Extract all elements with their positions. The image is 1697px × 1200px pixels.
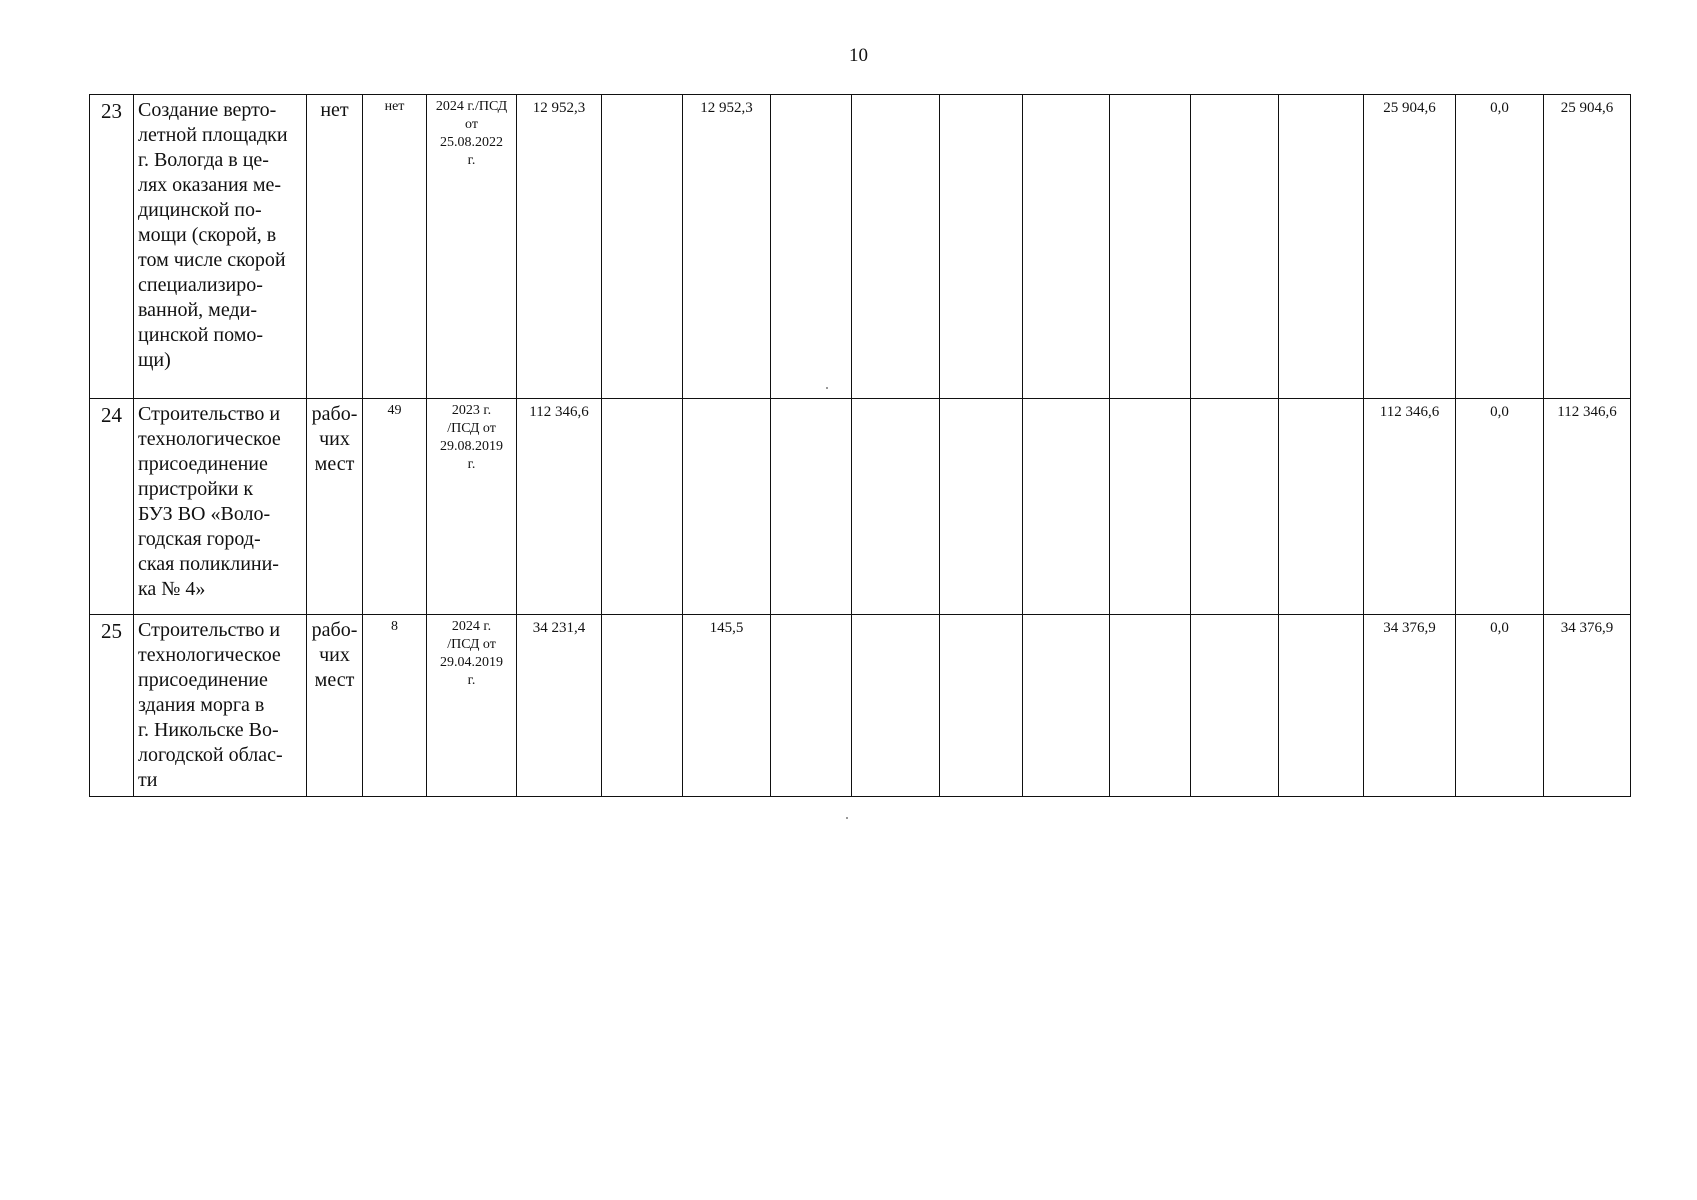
- value-cell: [1279, 95, 1364, 399]
- capacity-cell: нет: [363, 95, 427, 399]
- object-name: Строительство и технологическое присоединение пристройки к БУЗ ВО «Воло- годская город- ская поликлини- ка № 4»: [134, 399, 307, 615]
- table-row: [90, 95, 1631, 399]
- value-cell: 112 346,6: [517, 399, 602, 615]
- value-cell: 12 952,3: [517, 95, 602, 399]
- row-number: 25: [90, 615, 134, 797]
- value-cell: [1110, 615, 1191, 797]
- value-cell: [602, 95, 683, 399]
- zero-cell: 0,0: [1456, 399, 1544, 615]
- value-cell: [683, 399, 771, 615]
- value-cell: [602, 615, 683, 797]
- value-cell: [1191, 95, 1279, 399]
- table-row: [90, 615, 1631, 797]
- value-cell: [1191, 399, 1279, 615]
- total-cell: 25 904,6: [1364, 95, 1456, 399]
- object-name: Строительство и технологическое присоединение здания морга в г. Никольске Во- логодской облас- ти: [134, 615, 307, 797]
- value-cell: 145,5: [683, 615, 771, 797]
- total-cell: 34 376,9: [1364, 615, 1456, 797]
- page-number: 10: [849, 45, 868, 66]
- value-cell: [1023, 399, 1110, 615]
- object-name: Создание верто- летной площадки г. Вологда в це- лях оказания ме- дицинской по- мощи (скорой, в том числе скорой специализиро- ванной, меди- цинской помо- щи): [134, 95, 307, 399]
- value-cell: [771, 95, 852, 399]
- scan-speck: [826, 387, 828, 389]
- value-cell: [940, 95, 1023, 399]
- capacity-cell: 8: [363, 615, 427, 797]
- capacity-cell: 49: [363, 399, 427, 615]
- value-cell: 34 231,4: [517, 615, 602, 797]
- value-cell: [1110, 399, 1191, 615]
- year-psd-cell: 2024 г./ПСД от 25.08.2022 г.: [427, 95, 517, 399]
- total2-cell: 25 904,6: [1544, 95, 1631, 399]
- value-cell: [852, 95, 940, 399]
- objects-table: [89, 94, 1631, 797]
- value-cell: [1110, 95, 1191, 399]
- scan-speck: [846, 817, 848, 819]
- value-cell: [1279, 399, 1364, 615]
- row-number: 23: [90, 95, 134, 399]
- unit-cell: нет: [307, 95, 363, 399]
- value-cell: [940, 399, 1023, 615]
- unit-cell: рабо- чих мест: [307, 399, 363, 615]
- unit-cell: рабо- чих мест: [307, 615, 363, 797]
- value-cell: [771, 615, 852, 797]
- value-cell: [940, 615, 1023, 797]
- value-cell: [1279, 615, 1364, 797]
- value-cell: [1191, 615, 1279, 797]
- value-cell: 12 952,3: [683, 95, 771, 399]
- value-cell: [852, 399, 940, 615]
- value-cell: [602, 399, 683, 615]
- zero-cell: 0,0: [1456, 615, 1544, 797]
- value-cell: [852, 615, 940, 797]
- year-psd-cell: 2023 г. /ПСД от 29.08.2019 г.: [427, 399, 517, 615]
- value-cell: [1023, 95, 1110, 399]
- row-number: 24: [90, 399, 134, 615]
- total-cell: 112 346,6: [1364, 399, 1456, 615]
- total2-cell: 34 376,9: [1544, 615, 1631, 797]
- value-cell: [771, 399, 852, 615]
- value-cell: [1023, 615, 1110, 797]
- table-row: [90, 399, 1631, 615]
- zero-cell: 0,0: [1456, 95, 1544, 399]
- total2-cell: 112 346,6: [1544, 399, 1631, 615]
- year-psd-cell: 2024 г. /ПСД от 29.04.2019 г.: [427, 615, 517, 797]
